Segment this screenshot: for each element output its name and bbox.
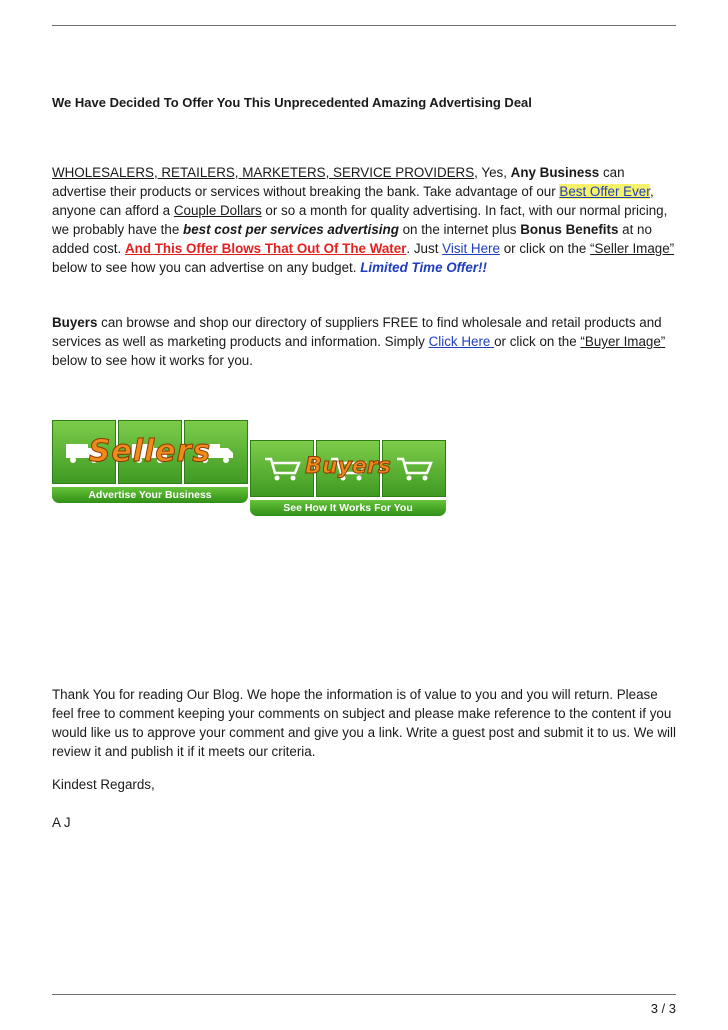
buyer-image-text: “Buyer Image” [580, 334, 666, 349]
buyers-paragraph: Buyers can browse and shop our directory of suppliers FREE to find wholesale and retail products and services as well as marketing products and information. Simply Click Here or click on the “Buyer Image” below to see how it works for you. [52, 315, 666, 368]
bonus-benefits-text: Bonus Benefits [520, 222, 619, 237]
best-offer-link[interactable]: Best Offer Ever [559, 184, 650, 199]
click-here-link[interactable]: Click Here [428, 334, 495, 349]
any-business-text: Any Business [510, 165, 600, 180]
intro-paragraph: WHOLESALERS, RETAILERS, MARKETERS, SERVICE PROVIDERS, Yes, Any Business can advertise their products or services without breaking the bank. Take advantage of our Best Offer Ever, anyone can afford a Couple Dollars or so a month for quality advertising. In fact, with our normal pricing, we probably have the best cost per services advertising on the internet plus Bonus Benefits at no added cost. And This Offer Blows That Out Of The Water. Just Visit Here or click on the “Seller Image” below to see how you can advertise on any budget. Limited Time Offer!! [52, 165, 675, 275]
seller-image-text: “Seller Image” [590, 241, 675, 256]
sign-off: Kindest Regards, [52, 777, 155, 792]
buyer-banner[interactable] [250, 440, 446, 516]
best-cost-text: best cost per services advertising [183, 222, 399, 237]
audience-text: WHOLESALERS, RETAILERS, MARKETERS, SERVICE PROVIDERS [52, 165, 475, 180]
bottom-rule [52, 994, 676, 995]
page-title: We Have Decided To Offer You This Unprecedented Amazing Advertising Deal [52, 95, 532, 110]
couple-dollars-text: Couple Dollars [173, 203, 262, 218]
seller-banner[interactable] [52, 420, 248, 503]
visit-here-link[interactable]: Visit Here [442, 241, 500, 256]
buyer-caption: See How It Works For You [250, 500, 446, 516]
page-number: 3 / 3 [650, 1001, 676, 1016]
closing-paragraph: Thank You for reading Our Blog. We hope the information is of value to you and you will return. Please feel free to comment keeping your comments on subject and please make reference to the content if you would like us to approve your comment and give you a link. Write a guest post and submit it to us. We will review it and publish it if it meets our criteria. [52, 687, 676, 759]
buyers-word: Buyers [305, 454, 391, 479]
buyers-label: Buyers [52, 315, 98, 330]
top-rule [52, 25, 676, 26]
author-initials: A J [52, 815, 71, 830]
limited-offer-text: Limited Time Offer!! [360, 260, 487, 275]
offer-highlight-text: And This Offer Blows That Out Of The Water [124, 241, 407, 256]
sellers-word: Sellers [88, 434, 212, 469]
seller-caption: Advertise Your Business [52, 487, 248, 503]
